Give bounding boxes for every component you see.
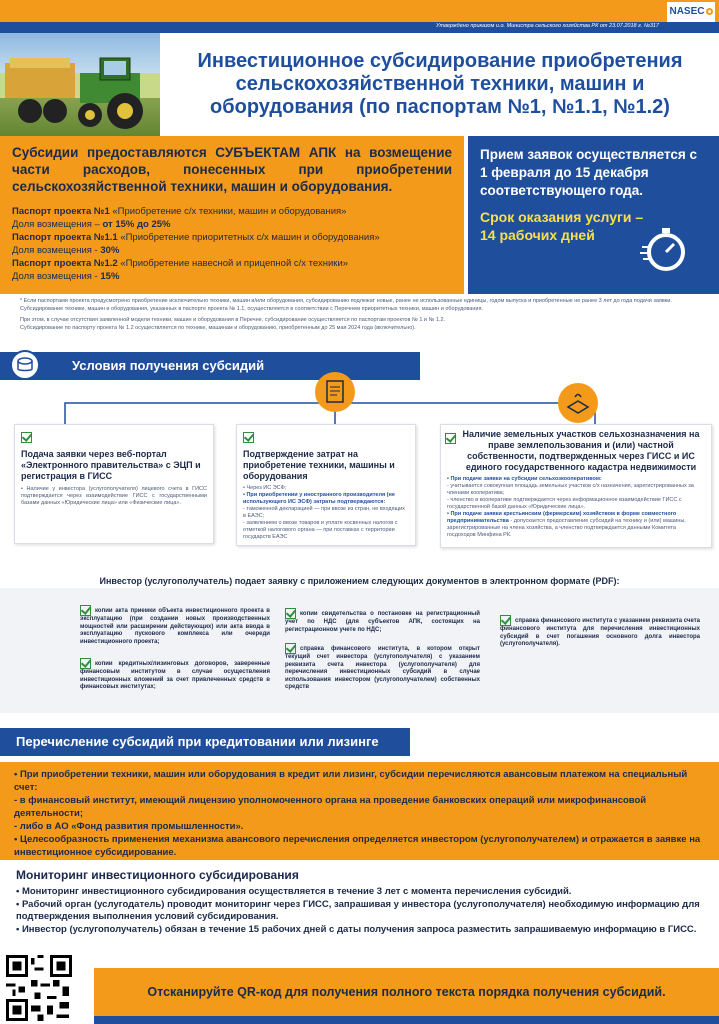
monitoring-list: • Мониторинг инвестиционного субсидирования осуществляется в течение 3 лет с момента перечисления субсидий. • Рабочий орган (услугодатель) проводит мониторинг через ГИСС, запрашивая у инвестора (услугополучателя) необходимую информацию для подтверждения выполнения условий субсидирования. • Инвестор (услугополучатель) обязан в течение 15 рабочих дней с даты получения запроса разместить запрашиваемую информацию в ГИСС. (16, 886, 700, 935)
checkmark-icon (285, 643, 296, 654)
stopwatch-icon (640, 225, 688, 273)
coins-icon (10, 350, 40, 380)
passport-1-2-share: Доля возмещения - 15% (12, 271, 120, 282)
bottom-strip (94, 1016, 719, 1024)
passport-1-1: Паспорт проекта №1.1 «Приобретение приоритетных с/х машин и оборудования» (12, 232, 380, 243)
monitoring-title: Мониторинг инвестиционного субсидирования (16, 868, 299, 882)
document-item: копии кредитных/лизинговых договоров, заверенные финансовым институтом в случае осуществления инвестиционных вложений за счет привлеченных средств в финансовых институтах; (80, 658, 270, 692)
checkmark-icon (80, 658, 91, 669)
checkmark-icon (243, 432, 254, 443)
checkmark-icon (285, 608, 296, 619)
qr-caption: Отсканируйте QR-код для получения полного текста порядка получения субсидий. (94, 968, 719, 1016)
conditions-header: Условия получения субсидий (0, 352, 420, 380)
tractor-photo (0, 33, 160, 143)
logo-mark-icon (706, 8, 713, 15)
passport-1-share: Доля возмещения – от 15% до 25% (12, 219, 171, 230)
document-icon (315, 372, 355, 412)
approval-note: Утверждено приказом и.о. Министра сельского хозяйства РК от 23.07.2018 г. №317 (435, 23, 659, 29)
checkmark-icon (80, 605, 91, 616)
document-item: копии свидетельства о постановке на регистрационный учет по НДС (для субъектов АПК, состоящих на регистрационном учете по НДС; (285, 608, 480, 634)
checkmark-icon (445, 433, 456, 444)
intro-box (0, 136, 464, 294)
intro-lead: Субсидии предоставляются СУБЪЕКТАМ АПК на возмещение части расходов, понесенных при приобретении сельскохозяйственной техники, машин и оборудования. (12, 145, 452, 194)
nasec-logo: NASEC (667, 2, 715, 22)
passport-1-2: Паспорт проекта №1.2 «Приобретение навесной и прицепной с/х техники» (12, 258, 349, 269)
land-plot-icon (558, 383, 598, 423)
passport-1-1-share: Доля возмещения - 30% (12, 245, 120, 256)
condition-card-application: Подача заявки через веб-портал «Электронного правительства» с ЭЦП и регистрация в ГИСС • Наличие у инвестора (услугополучателя) лицевого счета в ГИСС подтверждается через взаимодействие ГИСС с государственными базами данных «Юридические лица» или «Физические лица». (14, 424, 214, 544)
page-title: Инвестиционное субсидирование приобретения сельскохозяйственной техники, машин и оборудования (по паспортам №1, №1.1, №1.2) (197, 50, 683, 118)
documents-title: Инвестор (услугополучатель) подает заявку с приложением следующих документов в электронном формате (PDF): (99, 576, 620, 586)
footnote: * Если паспортами проекта предусмотрено приобретение исключительно техники, машин и/или оборудования, субсидированию подлежат новые, ранее не использованные единицы, годом выпуска и приобретенные не ранее 3 лет до года подачи заявки. Субсидирование техники, машин и оборудования, указанных в паспорте проекта № 1.1, осуществляется в соответствии с Перечнем приоритетных техники, машин и оборудования. При этом, в случае отсутствия заявленной модели техники, машин и оборудования в Перечне, субсидирование осуществляется по паспортам проектов № 1 и № 1.2. Субсидирование по паспорту проекта № 1.2 осуществляется по технике, машинам и оборудованию, приобретенным до 25 мая 2024 года (включительно). (20, 298, 672, 331)
document-item: справка финансового института с указанием реквизита счета финансового института для перечисления инвестиционных субсидий в счет погашения основного долга инвестора (услугополучателя). (500, 615, 700, 649)
tractor-illustration (0, 33, 160, 143)
lease-box: • При приобретении техники, машин или оборудования в кредит или лизинг, субсидии перечисляются авансовым платежом на специальный счет: - в финансовый институт, имеющий лицензию уполномоченного органа на проведение банковских операций или микрофинансовой деятельности; - либо в АО «Фонд развития промышленности». • Целесообразность применения механизма авансового перечисления определяется инвестором (услугополучателем) и отражается в заявке на инвестиционное субсидирование. (0, 762, 719, 860)
document-item: копии акта приемки объекта инвестиционного проекта в эксплуатацию (при создании новых производственных мощностей или расширении действующих) или акта ввода в эксплуатацию пускового комплекса или очереди инвестиционного проекта; (80, 605, 270, 646)
condition-card-land: Наличие земельных участков сельхозназначения на праве землепользования и (или) частной собственности, подтвержденных через ГИСС и ИС единого государственного кадастра недвижимости • При подаче заявки на субсидии сельхозкооперативом: - учитывается совокупная площадь земельных участков с/х назначения, зарегистрированных за членами кооператива; - членство в кооперативе подтверждается через информационное взаимодействие ГИСС с государственной базой данных «Юридические лица». • При подаче заявки крестьянским (фермерским) хозяйством в форме совместного предпринимательства - допускается предоставление субсидий на технику и (или) машины, зарегистрированные на члена хозяйства, а членство подтверждается данными Комитета госдоходов Минфина РК. (440, 424, 712, 548)
qr-code[interactable] (6, 955, 72, 1021)
document-item: справка финансового института, в котором открыт текущий счет инвестора (услугополучателя) с указанием реквизита счета инвестора (услугополучателя) для перечисления инвестиционных субсидий в случае использования инвестором (услугополучателем) собственных средств (285, 643, 480, 692)
lease-header: Перечисление субсидий при кредитовании или лизинге (0, 728, 410, 756)
condition-card-costs: Подтверждение затрат на приобретение техники, машины и оборудования • Через ИС ЭСФ; • При приобретении у иностранного производителя (не использующего ИС ЭСФ) затраты подтверждаются: - таможенной декларацией — при ввозе из стран, не входящих в ЕАЭС; - заявлением о ввозе товаров и уплате косвенных налогов с отметкой налогового органа — при поставках с территории государств ЕАЭС (236, 424, 416, 546)
passport-1: Паспорт проекта №1 «Приобретение с/х техники, машин и оборудования» (12, 206, 347, 217)
checkmark-icon (21, 432, 32, 443)
service-term: Срок оказания услуги – 14 рабочих дней (480, 209, 644, 243)
checkmark-icon (500, 615, 511, 626)
reception-period: Прием заявок осуществляется с 1 февраля до 15 декабря соответствующего года. (480, 147, 698, 198)
